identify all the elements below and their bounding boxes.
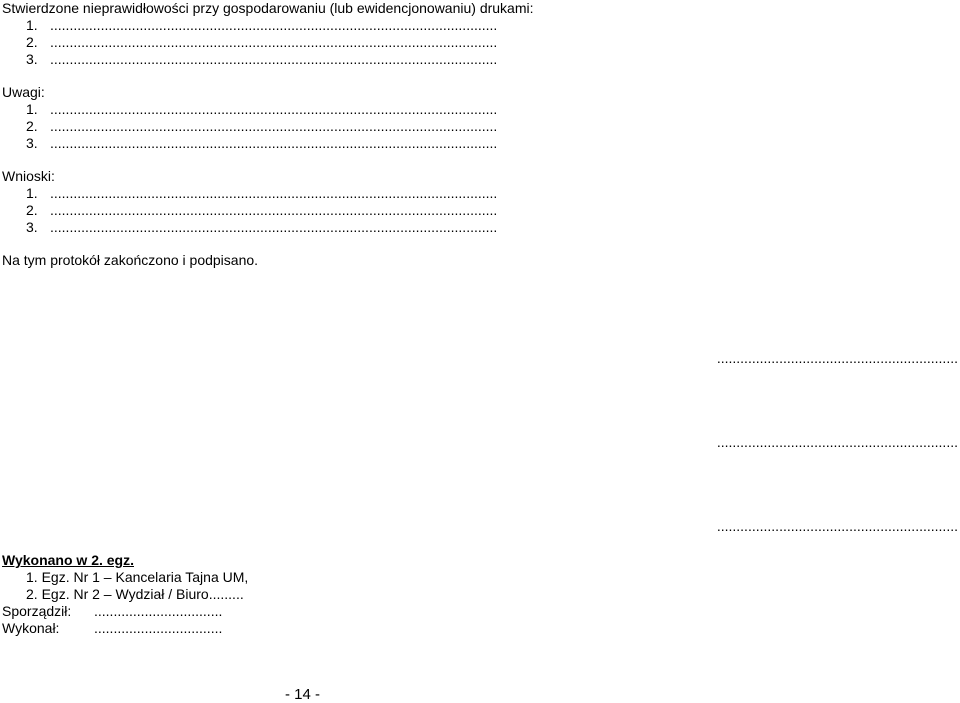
item-number: 1. [26,185,38,201]
executed-by-row [2,620,222,637]
signature-line-1: .............................................................. [716,350,958,366]
irregularities-item-1 [26,17,497,34]
irregularities-item-3 [26,51,497,68]
item-dots: ................................................................................................................... [50,101,498,117]
item-number: 3. [26,51,38,67]
conclusions-item-1 [26,185,497,202]
conclusions-heading: Wnioski: [2,168,55,184]
conclusions-item-3 [26,219,497,236]
executed-by-value: ................................. [94,620,223,636]
executed-by-label: Wykonał: [2,620,60,636]
signature-line-2: .............................................................. [716,434,958,450]
remarks-item-1 [26,101,497,118]
item-number: 3. [26,219,38,235]
closing-statement: Na tym protokół zakończono i podpisano. [2,252,259,268]
item-number: 2. [26,34,38,50]
item-number: 3. [26,135,38,151]
item-dots: ................................................................................................................... [50,118,498,134]
item-number: 1. [26,17,38,33]
item-dots: ................................................................................................................... [50,17,498,33]
prepared-by-row [2,603,222,620]
distribution-item-1: 1. Egz. Nr 1 – Kancelaria Tajna UM, [26,569,249,585]
distribution-heading: Wykonano w 2. egz. [2,552,134,568]
prepared-by-value: ................................. [94,603,223,619]
prepared-by-label: Sporządził: [2,603,72,619]
item-number: 1. [26,101,38,117]
remarks-heading: Uwagi: [2,84,45,100]
item-dots: ................................................................................................................... [50,219,498,235]
conclusions-item-2 [26,202,497,219]
item-dots: ................................................................................................................... [50,34,498,50]
page-number: - 14 - [285,686,321,703]
distribution-item-2: 2. Egz. Nr 2 – Wydział / Biuro......... [26,586,244,602]
item-dots: ................................................................................................................... [50,135,498,151]
irregularities-heading: Stwierdzone nieprawidłowości przy gospodarowaniu (lub ewidencjonowaniu) drukami: [2,0,534,16]
signature-line-3: .............................................................. [716,518,958,534]
item-dots: ................................................................................................................... [50,185,498,201]
item-dots: ................................................................................................................... [50,202,498,218]
item-number: 2. [26,118,38,134]
item-number: 2. [26,202,38,218]
remarks-item-2 [26,118,497,135]
item-dots: ................................................................................................................... [50,51,498,67]
irregularities-item-2 [26,34,497,51]
remarks-item-3 [26,135,497,152]
